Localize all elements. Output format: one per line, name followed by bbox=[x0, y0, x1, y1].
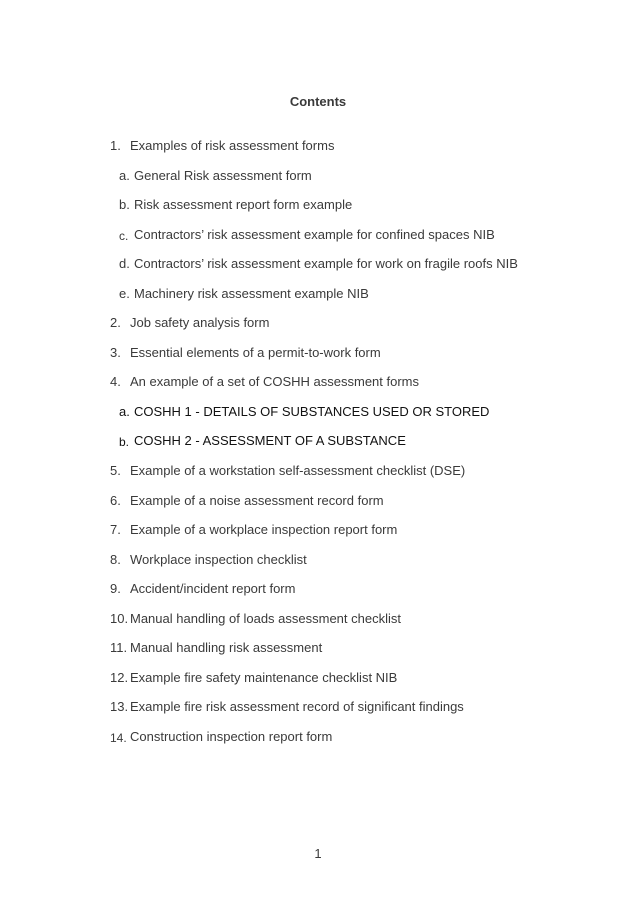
toc-entry-number: b. bbox=[119, 435, 130, 450]
toc-entry-number: 5. bbox=[110, 463, 121, 479]
toc-entry-label: Job safety analysis form bbox=[130, 315, 270, 331]
toc-entry-label: Contractors’ risk assessment example for work on fragile roofs NIB bbox=[134, 256, 518, 272]
toc-entry-number: 6. bbox=[110, 492, 121, 508]
toc-entry-number: 2. bbox=[110, 315, 121, 331]
toc-entry-label: Example fire risk assessment record of significant findings bbox=[130, 699, 464, 715]
toc-entry-number: 11. bbox=[110, 640, 128, 656]
toc-entry-number: 4. bbox=[110, 374, 121, 390]
toc-entry-number: 8. bbox=[110, 551, 121, 567]
toc-entry-1c[interactable] bbox=[110, 227, 610, 257]
toc-entry-8[interactable] bbox=[110, 552, 610, 582]
toc-entry-number: 13. bbox=[110, 699, 129, 715]
toc-entry-number: 10. bbox=[110, 610, 129, 626]
toc-entry-3[interactable] bbox=[110, 345, 610, 375]
toc-entry-number: a. bbox=[119, 403, 130, 419]
toc-entry-number: 3. bbox=[110, 344, 121, 360]
toc-entry-number: d. bbox=[119, 256, 130, 272]
toc-entry-4[interactable] bbox=[110, 374, 610, 404]
toc-entry-6[interactable] bbox=[110, 493, 610, 523]
page-number: 1 bbox=[314, 846, 322, 861]
toc-entry-1[interactable] bbox=[110, 138, 610, 168]
table-of-contents bbox=[110, 138, 610, 758]
toc-entry-12[interactable] bbox=[110, 670, 610, 700]
toc-entry-number: 7. bbox=[110, 522, 121, 538]
toc-entry-label: An example of a set of COSHH assessment forms bbox=[130, 374, 419, 390]
toc-entry-label: Construction inspection report form bbox=[130, 728, 333, 744]
toc-entry-label: Example of a noise assessment record form bbox=[130, 492, 384, 508]
toc-entry-number: b. bbox=[119, 197, 130, 213]
toc-entry-5[interactable] bbox=[110, 463, 610, 493]
toc-entry-11[interactable] bbox=[110, 640, 610, 670]
toc-entry-label: Example of a workplace inspection report form bbox=[130, 522, 398, 538]
toc-entry-1a[interactable] bbox=[110, 168, 610, 198]
toc-entry-number: 1. bbox=[110, 138, 121, 153]
page-title: Contents bbox=[289, 94, 347, 109]
toc-entry-label: COSHH 1 - DETAILS OF SUBSTANCES USED OR STORED bbox=[134, 403, 490, 419]
toc-entry-label: COSHH 2 - ASSESSMENT OF A SUBSTANCE bbox=[134, 433, 406, 449]
toc-entry-number: c. bbox=[119, 228, 129, 243]
toc-entry-13[interactable] bbox=[110, 699, 610, 729]
toc-entry-2[interactable] bbox=[110, 315, 610, 345]
toc-entry-1b[interactable] bbox=[110, 197, 610, 227]
toc-entry-label: Manual handling of loads assessment checklist bbox=[130, 610, 401, 626]
toc-entry-label: Accident/incident report form bbox=[130, 581, 296, 597]
toc-entry-label: Essential elements of a permit-to-work form bbox=[130, 344, 381, 360]
toc-entry-7[interactable] bbox=[110, 522, 610, 552]
toc-entry-label: Risk assessment report form example bbox=[134, 197, 353, 213]
toc-entry-number: a. bbox=[119, 167, 130, 183]
toc-entry-number: 9. bbox=[110, 581, 121, 597]
toc-entry-4a[interactable] bbox=[110, 404, 610, 434]
toc-entry-label: Example fire safety maintenance checklist NIB bbox=[130, 669, 398, 685]
toc-entry-label: Workplace inspection checklist bbox=[130, 551, 307, 567]
toc-entry-label: Manual handling risk assessment bbox=[130, 640, 323, 656]
toc-entry-14[interactable] bbox=[110, 729, 610, 759]
toc-entry-label: Examples of risk assessment forms bbox=[130, 138, 335, 153]
toc-entry-label: Example of a workstation self-assessment checklist (DSE) bbox=[130, 463, 466, 479]
toc-entry-1d[interactable] bbox=[110, 256, 610, 286]
toc-entry-label: Contractors’ risk assessment example for confined spaces NIB bbox=[134, 226, 495, 242]
toc-entry-number: 12. bbox=[110, 669, 129, 685]
toc-entry-number: 14. bbox=[110, 730, 127, 745]
toc-entry-label: Machinery risk assessment example NIB bbox=[134, 285, 369, 301]
toc-entry-4b[interactable] bbox=[110, 433, 610, 463]
toc-entry-1e[interactable] bbox=[110, 286, 610, 316]
toc-entry-9[interactable] bbox=[110, 581, 610, 611]
toc-entry-number: e. bbox=[119, 285, 130, 301]
toc-entry-label: General Risk assessment form bbox=[134, 167, 312, 183]
toc-entry-10[interactable] bbox=[110, 611, 610, 641]
